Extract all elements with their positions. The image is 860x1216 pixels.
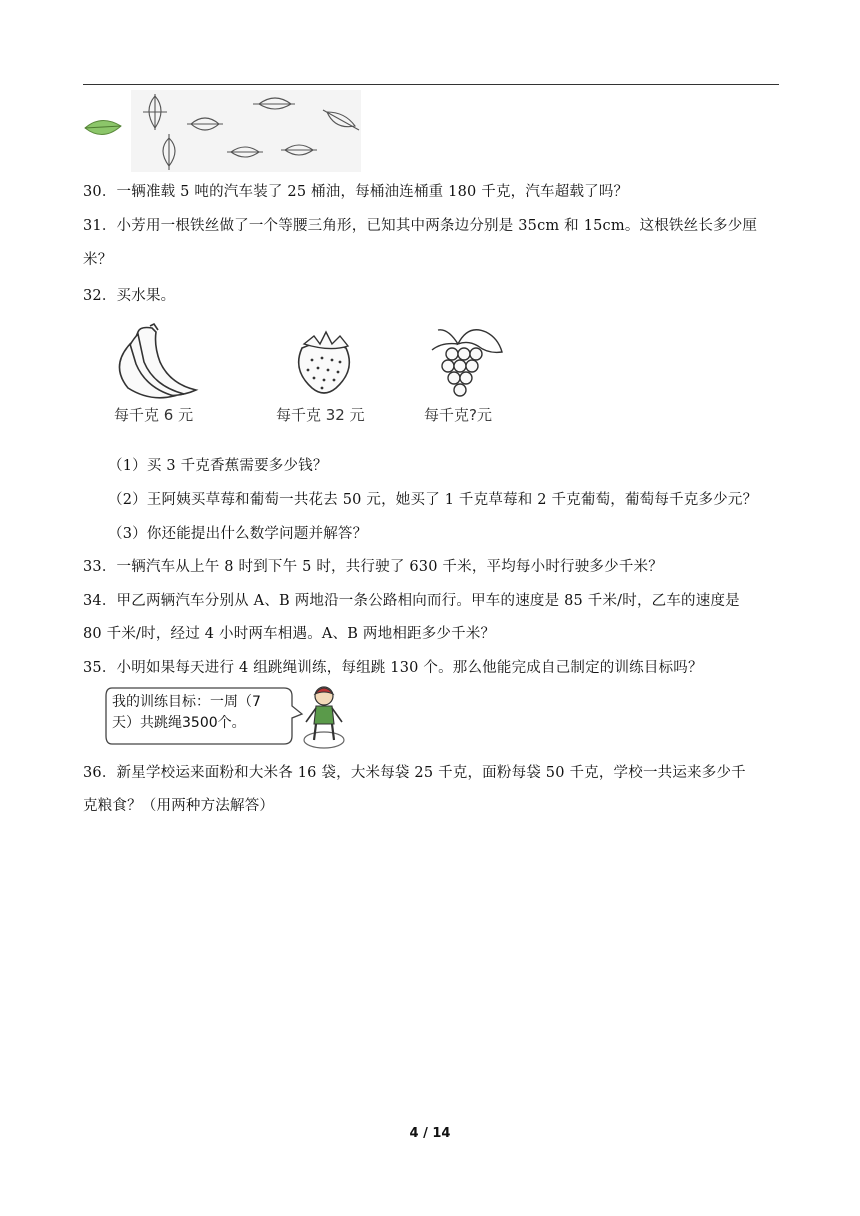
question-33: 33．一辆汽车从上午 8 时到下午 5 时，共行驶了 630 千米，平均每小时行驶多少千米？ [83, 559, 663, 575]
question-30: 30．一辆准载 5 吨的汽车装了 25 桶油，每桶油连桶重 180 千克，汽车超载了吗？ [83, 184, 629, 200]
question-32: 32．买水果。 [83, 288, 176, 304]
bubble-line1: 我的训练目标：一周（7 [112, 694, 261, 710]
green-leaf-icon [85, 120, 121, 134]
question-32-sub2: （2）王阿姨买草莓和葡萄一共花去 50 元，她买了 1 千克草莓和 2 千克葡萄，葡萄每千克多少元？ [108, 492, 758, 508]
question-34-line1: 34．甲乙两辆汽车分别从 A、B 两地沿一条公路相向而行。甲车的速度是 85 千米/时，乙车的速度是 [83, 593, 740, 609]
leaves-figure [83, 90, 363, 172]
grape-icon [428, 324, 508, 400]
header-rule [83, 84, 779, 85]
question-35: 35．小明如果每天进行 4 组跳绳训练，每组跳 130 个。那么他能完成自己制定的训练目标吗？ [83, 660, 703, 676]
banana-icon [110, 322, 206, 400]
strawberry-price: 每千克 32 元 [276, 406, 365, 424]
question-36-line2: 克粮食？（用两种方法解答） [83, 798, 275, 814]
question-34-line2: 80 千米/时，经过 4 小时两车相遇。A、B 两地相距多少千米？ [83, 626, 496, 642]
question-32-sub3: （3）你还能提出什么数学问题并解答？ [108, 526, 368, 542]
page-number: 4 / 14 [409, 1126, 451, 1141]
grape-price: 每千克?元 [424, 406, 492, 424]
question-31-line2: 米？ [83, 252, 113, 268]
question-32-sub1: （1）买 3 千克香蕉需要多少钱？ [108, 458, 328, 474]
bubble-line2: 天）共跳绳3500个。 [112, 715, 246, 731]
question-31-line1: 31．小芳用一根铁丝做了一个等腰三角形，已知其中两条边分别是 35cm 和 15cm。这根铁丝长多少厘 [83, 218, 758, 234]
strawberry-icon [290, 326, 360, 398]
banana-price: 每千克 6 元 [114, 406, 194, 424]
question-36-line1: 36．新星学校运来面粉和大米各 16 袋，大米每袋 25 千克，面粉每袋 50 千克，学校一共运来多少千 [83, 765, 746, 781]
jump-rope-kid-icon [302, 682, 346, 750]
